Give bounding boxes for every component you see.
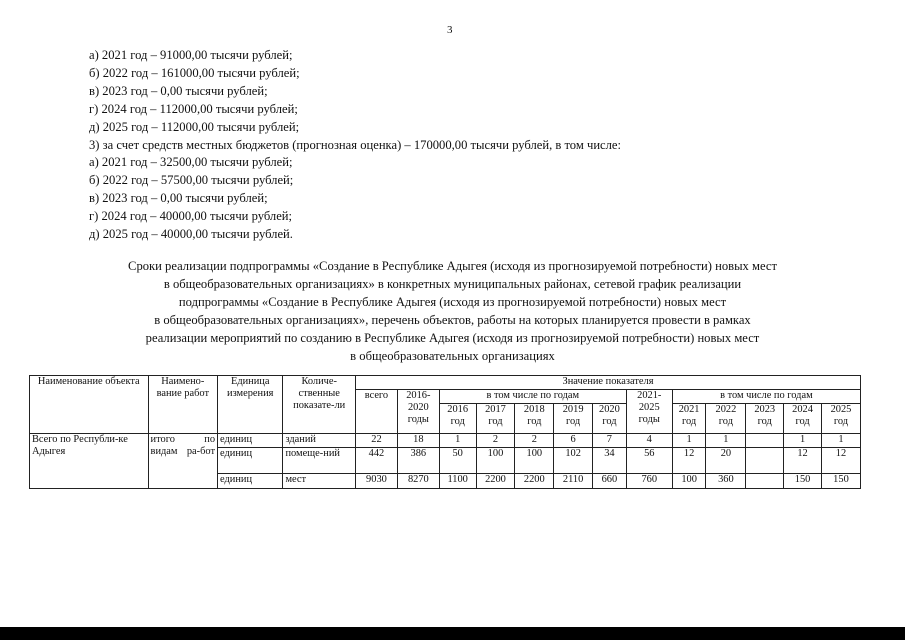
funding-line: д) 2025 год – 40000,00 тысячи рублей.: [89, 227, 293, 242]
year-value-cell: 1: [706, 434, 746, 448]
funding-line: а) 2021 год – 32500,00 тысячи рублей;: [89, 155, 293, 170]
indicator-cell: мест: [283, 474, 356, 489]
year-value-cell: 2200: [476, 474, 515, 489]
header-total: всего: [356, 390, 398, 434]
indicator-cell: помеще-ний: [283, 448, 356, 474]
header-year: 2023 год: [746, 404, 784, 434]
year-value-cell: 12: [784, 448, 822, 474]
funding-line: д) 2025 год – 112000,00 тысячи рублей;: [89, 119, 300, 134]
header-quantitative: Количе-ственные показате-ли: [283, 376, 356, 434]
heading-line: реализации мероприятий по созданию в Республике Адыгея (исходя из прогнозируемой потребности) новых мест: [145, 330, 760, 345]
year-value-cell: 2: [515, 434, 554, 448]
header-year: 2018 год: [515, 404, 554, 434]
period-2021-2025-cell: 56: [626, 448, 672, 474]
scan-edge-bar: [0, 627, 905, 640]
year-value-cell: 150: [821, 474, 860, 489]
header-period-2016-2020: 2016-2020 годы: [397, 390, 439, 434]
funding-line: б) 2022 год – 57500,00 тысячи рублей;: [89, 173, 294, 188]
indicator-table: [29, 375, 861, 489]
header-unit: Единица измерения: [218, 376, 283, 434]
work-name-cell: итого по видам ра-бот: [148, 434, 217, 489]
header-year: 2022 год: [706, 404, 746, 434]
year-value-cell: 7: [593, 434, 627, 448]
header-work-name: Наимено-вание работ: [148, 376, 217, 434]
funding-line: г) 2024 год – 40000,00 тысячи рублей;: [89, 209, 293, 224]
year-value-cell: 2110: [554, 474, 593, 489]
header-year: 2024 год: [784, 404, 822, 434]
year-value-cell: 6: [554, 434, 593, 448]
funding-line: 3) за счет средств местных бюджетов (прогнозная оценка) – 170000,00 тысячи рублей, в том числе:: [89, 137, 622, 152]
year-value-cell: 12: [821, 448, 860, 474]
year-value-cell: 1100: [439, 474, 476, 489]
header-year: 2020 год: [593, 404, 627, 434]
period-2016-2020-cell: 386: [397, 448, 439, 474]
total-cell: 442: [356, 448, 398, 474]
year-value-cell: 50: [439, 448, 476, 474]
year-value-cell: 150: [784, 474, 822, 489]
funding-line: в) 2023 год – 0,00 тысячи рублей;: [89, 83, 268, 98]
heading-line: Сроки реализации подпрограммы «Создание в Республике Адыгея (исходя из прогнозируемой потребности) новых мест: [128, 259, 777, 273]
header-by-years-2: в том числе по годам: [672, 390, 860, 404]
header-year: 2021 год: [672, 404, 706, 434]
year-value-cell: 12: [672, 448, 706, 474]
header-year: 2019 год: [554, 404, 593, 434]
year-value-cell: 660: [593, 474, 627, 489]
period-2021-2025-cell: 4: [626, 434, 672, 448]
funding-line: а) 2021 год – 91000,00 тысячи рублей;: [89, 48, 293, 62]
year-value-cell: 1: [439, 434, 476, 448]
header-year: 2016 год: [439, 404, 476, 434]
year-value-cell: 100: [672, 474, 706, 489]
funding-line: б) 2022 год – 161000,00 тысячи рублей;: [89, 65, 300, 80]
heading-line: в общеобразовательных организациях» в конкретных муниципальных районах, сетевой график реализации: [163, 276, 742, 291]
heading-line: в общеобразовательных организациях», перечень объектов, работы на которых планируется провести в рамках: [154, 312, 751, 327]
unit-cell: единиц: [218, 448, 283, 474]
period-2021-2025-cell: 760: [626, 474, 672, 489]
section-heading: [40, 258, 865, 365]
page-number: 3: [447, 24, 453, 36]
total-cell: 9030: [356, 474, 398, 489]
header-by-years: в том числе по годам: [439, 390, 626, 404]
year-value-cell: 360: [706, 474, 746, 489]
heading-line: в общеобразовательных организациях: [350, 348, 555, 363]
year-value-cell: 34: [593, 448, 627, 474]
indicator-cell: зданий: [283, 434, 356, 448]
heading-line: подпрограммы «Создание в Республике Адыгея (исходя из прогнозируемой потребности) новых мест: [178, 294, 727, 309]
header-year: 2025 год: [821, 404, 860, 434]
total-cell: 22: [356, 434, 398, 448]
header-value: Значение показателя: [356, 376, 861, 390]
year-value-cell: 2: [476, 434, 515, 448]
header-year: 2017 год: [476, 404, 515, 434]
year-value-cell: 100: [476, 448, 515, 474]
year-value-cell: 100: [515, 448, 554, 474]
year-value-cell: [746, 448, 784, 474]
year-value-cell: 2200: [515, 474, 554, 489]
unit-cell: единиц: [218, 434, 283, 448]
year-value-cell: [746, 434, 784, 448]
year-value-cell: 20: [706, 448, 746, 474]
year-value-cell: 102: [554, 448, 593, 474]
year-value-cell: [746, 474, 784, 489]
period-2016-2020-cell: 8270: [397, 474, 439, 489]
year-value-cell: 1: [784, 434, 822, 448]
funding-line: г) 2024 год – 112000,00 тысячи рублей;: [89, 101, 298, 116]
unit-cell: единиц: [218, 474, 283, 489]
header-period-2021-2025: 2021-2025 годы: [626, 390, 672, 434]
table-row: [30, 434, 861, 448]
header-object-name: Наименование объекта: [30, 376, 149, 434]
funding-line: в) 2023 год – 0,00 тысячи рублей;: [89, 191, 268, 206]
year-value-cell: 1: [672, 434, 706, 448]
object-name-cell: Всего по Республи-ке Адыгея: [30, 434, 149, 489]
period-2016-2020-cell: 18: [397, 434, 439, 448]
year-value-cell: 1: [821, 434, 860, 448]
funding-list: [89, 47, 621, 244]
